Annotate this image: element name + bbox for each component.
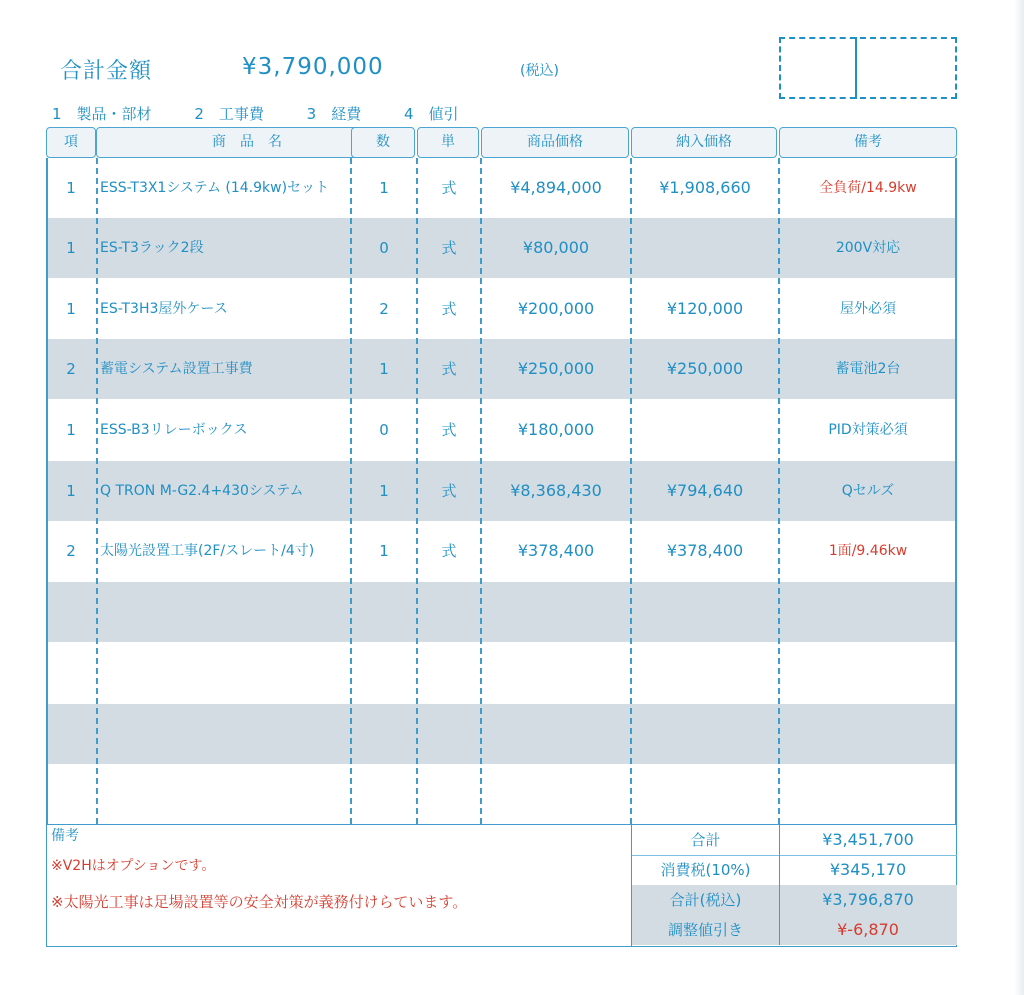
table-row [46,400,957,460]
summary-row [632,825,957,856]
table-row [46,521,957,581]
summary-value: ¥3,451,700 [822,830,914,849]
item-table [46,127,957,824]
cell-item: 1 [66,179,76,197]
cell-product-name: 蓄電システム設置工事費 [100,361,253,377]
header-product-name: 商 品 名 [96,127,398,158]
category-legend [52,103,459,124]
cell-remarks: 屋外必須 [840,301,896,317]
remark-line: ※太陽光工事は足場設置等の安全対策が義務付けらています。 [51,893,468,911]
stamp-divider [855,37,857,99]
cell-delivered-price: ¥120,000 [666,299,744,318]
table-row [46,218,957,278]
cell-product-name: Q TRON M-G2.4+430システム [100,483,304,499]
cell-quantity: 1 [379,542,389,560]
total-amount-value: ¥3,790,000 [242,54,384,80]
cell-unit: 式 [441,482,457,500]
cell-product-name: ES-T3ラック2段 [100,240,204,256]
cell-product-price: ¥4,894,000 [510,178,602,197]
summary-row [632,885,957,916]
table-row [46,279,957,339]
cell-quantity: 2 [379,300,389,318]
total-amount-label: 合計金額 [60,59,153,84]
cell-product-name: ES-T3H3屋外ケース [100,301,228,317]
cell-delivered-price [631,218,779,278]
header-unit: 単 [417,127,479,158]
cell-unit: 式 [441,421,457,439]
summary-label: 合計(税込) [632,885,780,915]
summary-table [631,825,957,946]
cell-product-price: ¥8,368,430 [510,481,602,500]
row-shade [46,704,957,764]
cell-delivered-price: ¥794,640 [666,481,744,500]
cell-quantity: 0 [379,239,389,257]
remarks-title: 備考 [51,828,79,844]
stamp-box [779,37,957,99]
summary-row [632,855,957,886]
legend-item: 1 製品・部材 [52,105,152,123]
summary-label: 消費税(10%) [632,855,780,885]
table-row [46,339,957,399]
summary-row [632,915,957,945]
cell-remarks: 1面/9.46kw [828,543,908,559]
cell-delivered-price: ¥378,400 [666,541,744,560]
cell-item: 1 [66,239,76,257]
cell-product-name: ESS-B3リレーボックス [100,422,248,438]
cell-remarks: 蓄電池2台 [835,361,901,377]
header-remarks: 備考 [779,127,957,158]
cell-product-price: ¥250,000 [517,359,595,378]
table-row [46,461,957,521]
cell-item: 1 [66,421,76,439]
summary-value: ¥3,796,870 [822,890,914,909]
cell-product-name: 太陽光設置工事(2F/スレート/4寸) [100,543,315,559]
summary-label: 合計 [632,825,780,855]
cell-product-name: ESS-T3X1システム (14.9kw)セット [100,180,330,196]
header-item: 項 [46,127,96,158]
summary-value: ¥345,170 [829,860,907,879]
cell-unit: 式 [441,239,457,257]
cell-quantity: 1 [379,179,389,197]
cell-unit: 式 [441,179,457,197]
tax-included-note: (税込) [520,63,559,79]
summary-value: ¥-6,870 [837,920,899,939]
header-quantity: 数 [351,127,415,158]
cell-item: 1 [66,300,76,318]
remark-line: ※V2Hはオプションです。 [51,858,216,874]
cell-unit: 式 [441,300,457,318]
cell-item: 2 [66,542,76,560]
footer-panel [46,824,957,947]
header-delivered-price: 納入価格 [631,127,777,158]
cell-delivered-price: ¥250,000 [666,359,744,378]
cell-unit: 式 [441,360,457,378]
row-shade [46,582,957,642]
legend-item: 4 値引 [403,105,459,123]
summary-label: 調整値引き [632,915,780,945]
header-product-price: 商品価格 [481,127,629,158]
legend-item: 3 経費 [306,105,362,123]
cell-remarks: PID対策必須 [828,422,908,438]
cell-remarks: 200V対応 [835,240,901,256]
cell-product-price: ¥200,000 [517,299,595,318]
cell-remarks: Qセルズ [841,483,895,499]
table-row [46,158,957,218]
cell-quantity: 0 [379,421,389,439]
cell-product-price: ¥180,000 [517,420,595,439]
cell-product-price: ¥80,000 [522,238,590,257]
cell-unit: 式 [441,542,457,560]
cell-quantity: 1 [379,360,389,378]
cell-product-price: ¥378,400 [517,541,595,560]
cell-remarks: 全負荷/14.9kw [819,180,917,196]
cell-delivered-price [631,400,779,460]
legend-item: 2 工事費 [194,105,264,123]
cell-item: 2 [66,360,76,378]
cell-item: 1 [66,482,76,500]
cell-quantity: 1 [379,482,389,500]
page-edge [1014,0,1024,995]
cell-delivered-price: ¥1,908,660 [659,178,751,197]
